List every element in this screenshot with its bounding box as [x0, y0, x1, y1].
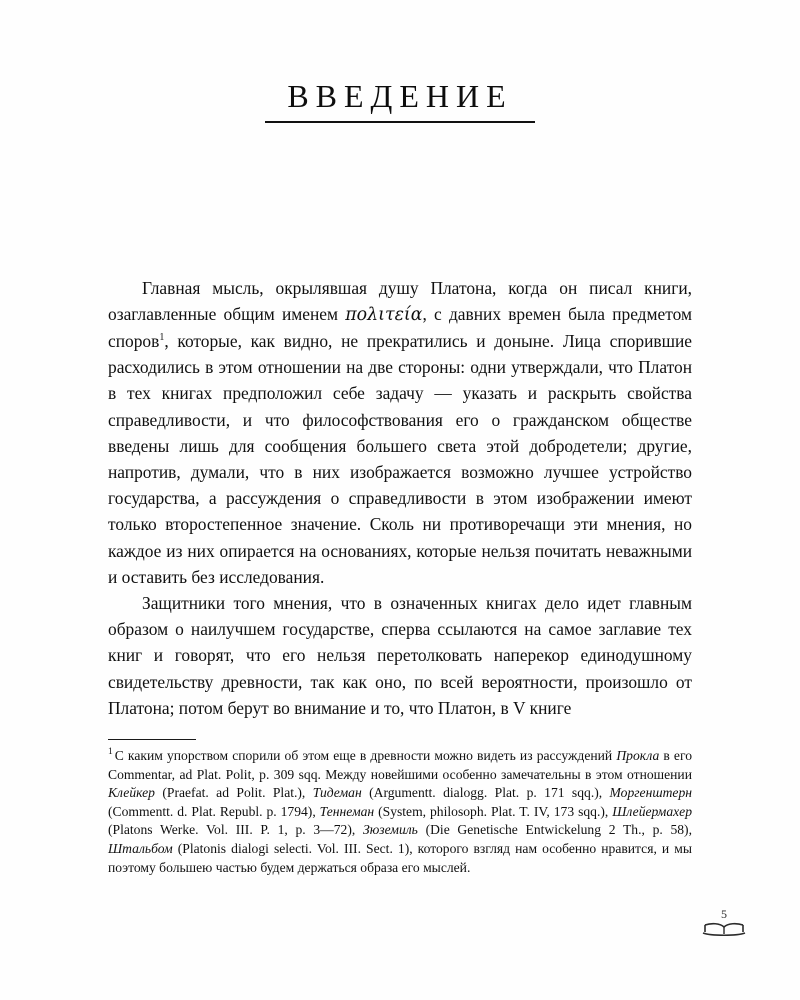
paragraph-1 [108, 275, 692, 590]
footnote-marker: 1 [108, 747, 113, 758]
page-number [694, 908, 754, 938]
fn-seg-8: (Commentt. d. Plat. Republ. p. 1794), [108, 803, 320, 819]
fn-seg-10: (System, philosoph. Plat. T. IV, 173 sqq.), [374, 803, 613, 819]
fn-seg-6: (Argumentt. dialogg. Plat. p. 171 sqq.), [361, 785, 610, 801]
fn-seg-15: Штальбом [108, 840, 173, 856]
fn-seg-13: Зюземиль [362, 822, 418, 838]
paragraph-2: Защитники того мнения, что в означенных книгах дело идет главным образом о наилучшем государстве, сперва ссылаются на самое заглавие тех книг и говорят, что его нельзя перетолковать наперекор единодушному свидетельству древности, так как оно, по всей вероятности, произошло от Платона; потом берут во внимание и то, что Платон, в V книге [108, 592, 692, 718]
fn-seg-7: Моргенштерн [609, 785, 692, 801]
fn-seg-11: Шлейермахер [612, 803, 692, 819]
fn-seg-2: в его Commentar, ad Plat. Polit, p. 309 sqq. Между новейшими особенно замечательны в этом отношении [108, 747, 692, 782]
fn-seg-0: С каким упорством спорили об этом еще в древности можно видеть из рассуждений [114, 747, 617, 763]
fn-seg-12: (Platons Werke. Vol. III. P. 1, p. 3—72), [108, 822, 363, 838]
par1-seg-1: Главная мысль, окрылявшая душу Платона, когда он писал книги, озаглавленные общим именем [108, 277, 692, 324]
fn-seg-16: (Platonis dialogi selecti. Vol. III. Sect. 1), которого взгляд нам особенно нравится, и мы поэтому большею частью будем держаться образа его мыслей. [108, 840, 692, 875]
footnote-text [108, 747, 692, 877]
par1-seg-2: , с давних времен была предметом споров [108, 303, 692, 351]
fn-seg-9: Теннеман [319, 803, 375, 819]
footnote-reference[interactable]: 1 [159, 332, 165, 344]
par1-seg-3: , которые, как видно, не прекратились и доныне. Лица спорившие расходились в этом отношении на две стороны: одни утверждали, что Платон в тех книгах предположил себе задачу — указать и раскрыть свойства справедливости, и что философствования его о гражданском обществе введены лишь для сообщения большего света этой добродетели; другие, напротив, думали, что в них изображается возможно лучшее устройство государства, а рассуждения о справедливости в этом изображении имеют только второстепенное значение. Сколь ни противоречащи эти мнения, но каждое из них опирается на основаниях, которые нельзя почитать неважными и оставить без исследования. [108, 330, 692, 587]
title-underline [265, 121, 535, 123]
fn-seg-14: (Die Genetische Entwickelung 2 Th., p. 58), [417, 822, 692, 838]
fn-seg-5: Тидеман [312, 785, 362, 801]
fn-seg-1: Прокла [616, 747, 660, 763]
footnote-separator [108, 739, 196, 740]
fn-seg-3: Клейкер [108, 785, 155, 801]
par1-greek-term: πολιτεία [345, 304, 423, 325]
page-title: ВВЕДЕНИЕ [287, 78, 513, 114]
page-content [108, 0, 692, 1000]
body-text [108, 275, 692, 721]
fn-seg-4: (Praefat. ad Polit. Plat.), [154, 785, 313, 801]
page-number-value: 5 [721, 907, 727, 921]
book-ornament-icon [701, 922, 747, 938]
